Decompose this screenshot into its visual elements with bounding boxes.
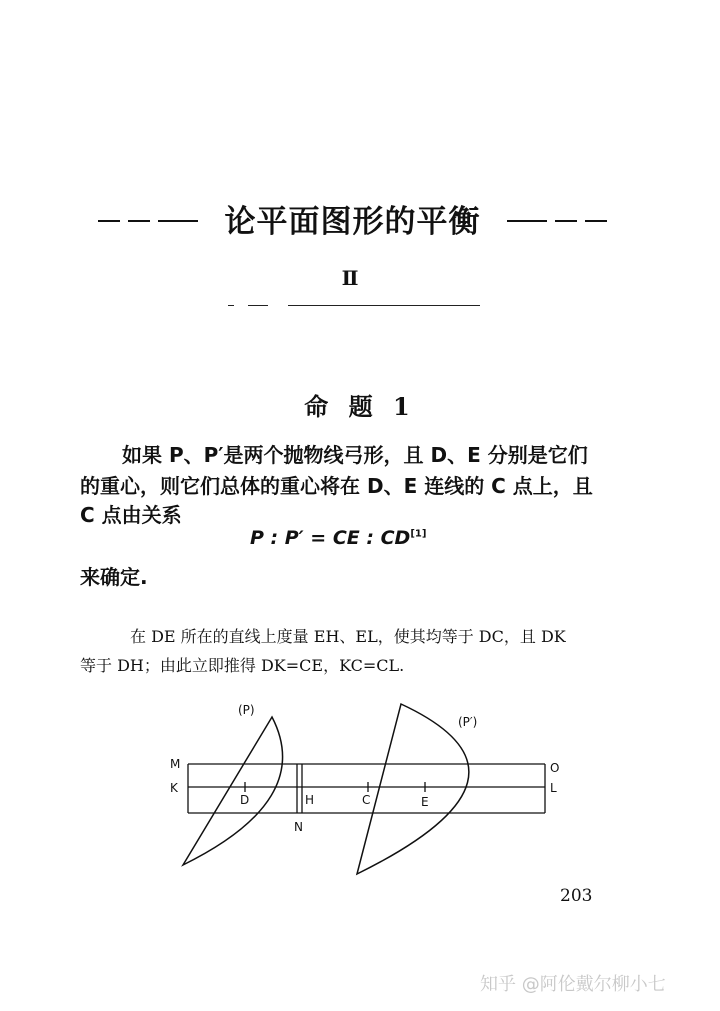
- watermark: 知乎 @阿伦戴尔柳小七: [480, 974, 666, 995]
- chapter-heading: [0, 196, 720, 246]
- heading-dash: [585, 220, 607, 222]
- heading-dash: [507, 220, 547, 222]
- label-K: K: [170, 781, 178, 795]
- proposition-text: C 点由关系: [80, 503, 182, 527]
- proof-text: 在 DE 所在的直线上度量 EH、EL，使其均等于 DC，且 DK: [130, 627, 566, 646]
- part-numeral: Ⅱ: [341, 266, 359, 290]
- parabolic-segments-figure: [0, 690, 720, 890]
- heading-dash: [158, 220, 198, 222]
- label-O: O: [550, 761, 560, 775]
- divider-rule: [288, 305, 480, 306]
- label-L: L: [550, 781, 557, 795]
- label-E: E: [421, 795, 429, 809]
- label-H: H: [305, 793, 315, 807]
- heading-dash: [555, 220, 577, 222]
- proposition-text: 的重心，则它们总体的重心将在 D、E 连线的 C 点上，且: [80, 474, 593, 498]
- heading-dash: [98, 220, 120, 222]
- proof-text: 等于 DH；由此立即推得 DK=CE，KC=CL.: [80, 656, 405, 675]
- label-N: N: [294, 820, 303, 834]
- label-C: C: [362, 793, 371, 807]
- divider-rule: [248, 305, 268, 306]
- proposition-title: 命 题 1: [304, 392, 416, 421]
- heading-dash: [128, 220, 150, 222]
- footnote-mark: [1]: [410, 528, 427, 540]
- chapter-title: 论平面图形的平衡: [224, 204, 481, 240]
- segment-P: [183, 717, 283, 865]
- proposition-text: 来确定.: [80, 565, 148, 589]
- formula-text: P : P′ = CE : CD: [250, 527, 411, 549]
- label-P: (P): [238, 703, 255, 717]
- divider-rule: [228, 305, 234, 306]
- page-number: 203: [560, 886, 593, 906]
- label-M: M: [170, 757, 181, 771]
- proposition-text: 如果 P、P′是两个抛物线弓形，且 D、E 分别是它们: [122, 443, 588, 467]
- label-P-prime: (P′): [458, 715, 478, 729]
- segment-P-prime: [357, 704, 469, 874]
- proportion-formula: [250, 527, 480, 549]
- label-D: D: [240, 793, 250, 807]
